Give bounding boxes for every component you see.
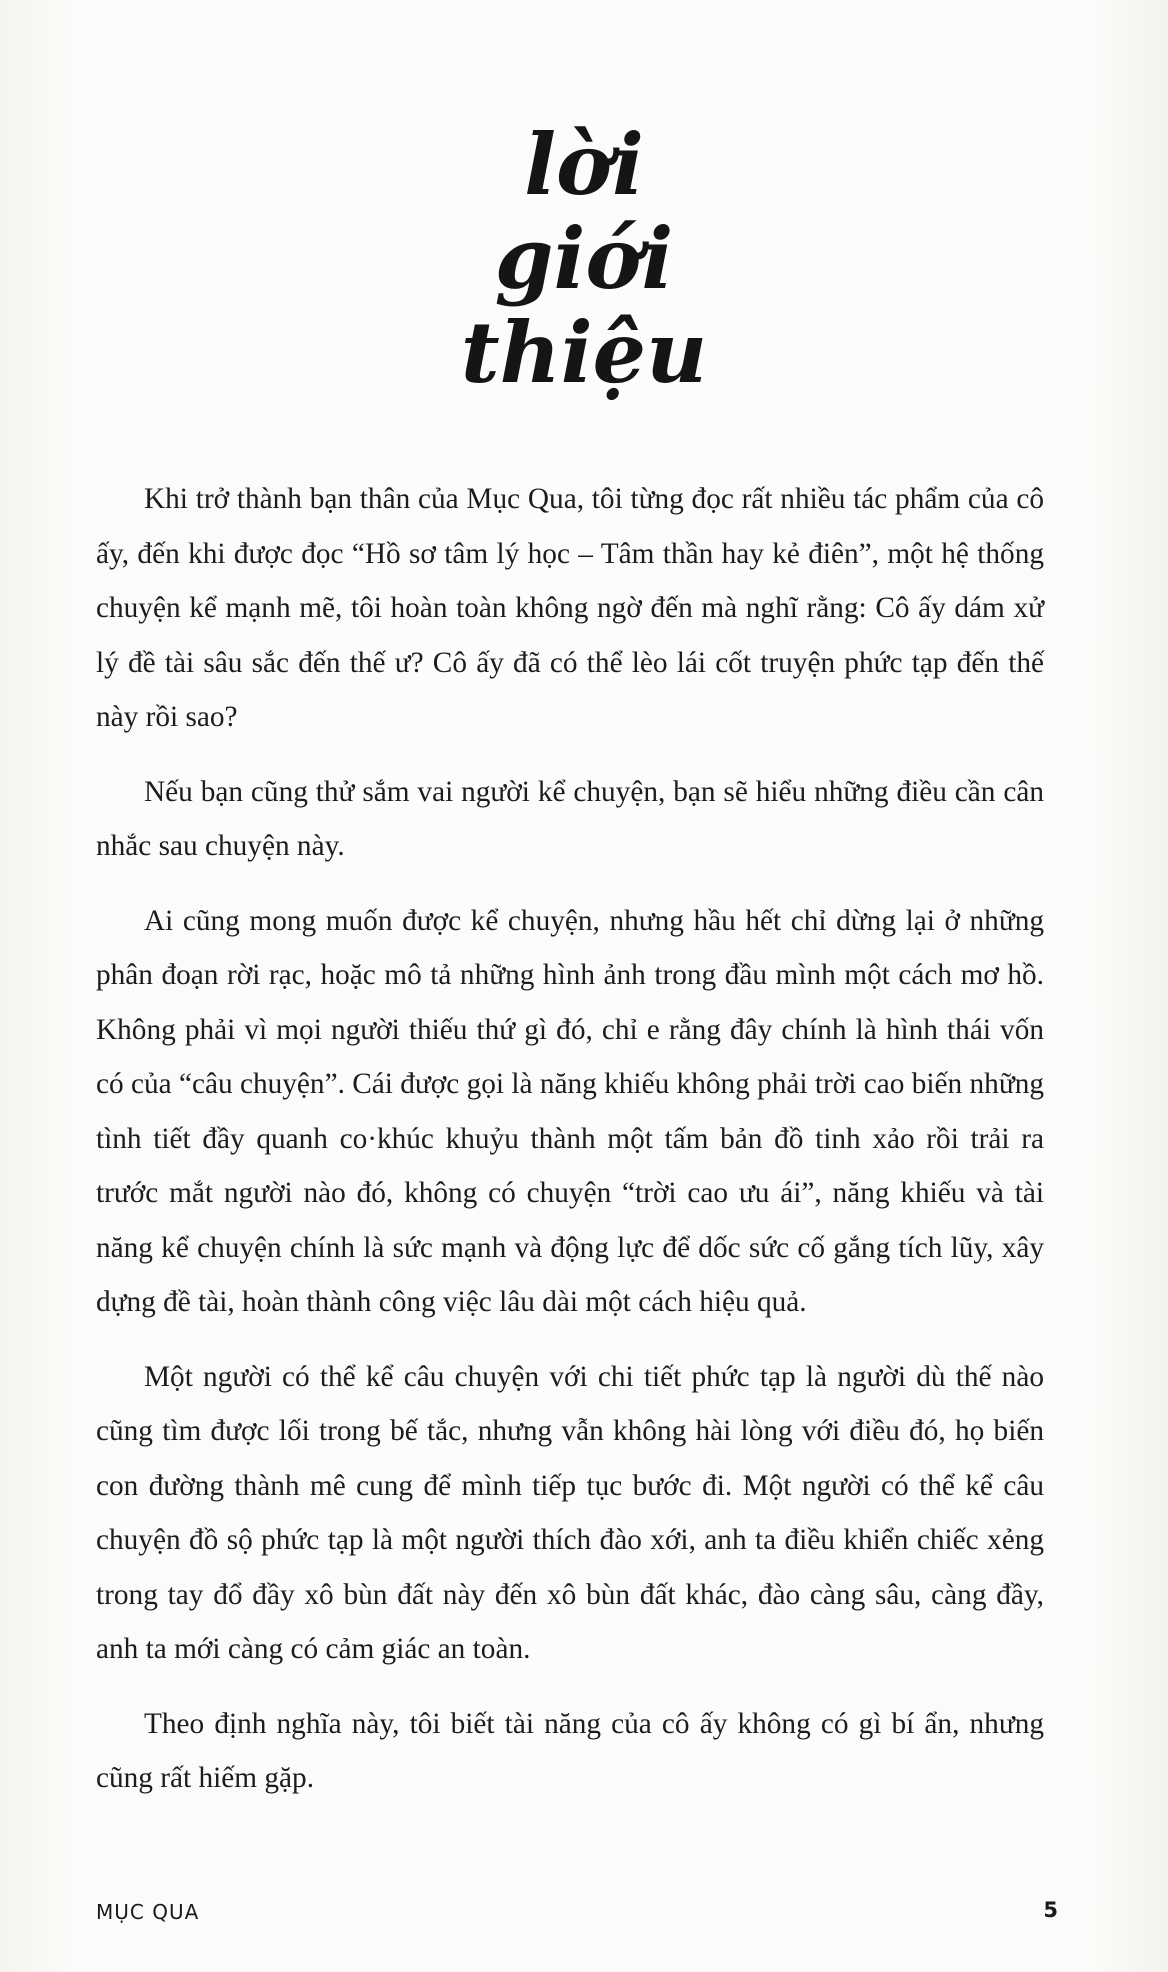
title-line-1: lời bbox=[524, 115, 644, 214]
paragraph-4: Một người có thể kể câu chuyện với chi tiết phức tạp là người dù thế nào cũng tìm được lối trong bế tắc, nhưng vẫn không hài lòng với điều đó, họ biến con đường thành mê cung để mình tiếp tục bước đi. Một người có thể kể câu chuyện đồ sộ phức tạp là một người thích đào xới, anh ta điều khiển chiếc xẻng trong tay đổ đầy xô bùn đất này đến xô bùn đất khác, đào càng sâu, càng đầy, anh ta mới càng có cảm giác an toàn. bbox=[96, 1360, 1044, 1665]
title-line-3: thiệu bbox=[460, 303, 708, 402]
paragraph-1: Khi trở thành bạn thân của Mục Qua, tôi từng đọc rất nhiều tác phẩm của cô ấy, đến khi được đọc “Hồ sơ tâm lý học – Tâm thần hay kẻ điên”, một hệ thống chuyện kể mạnh mẽ, tôi hoàn toàn không ngờ đến mà nghĩ rằng: Cô ấy dám xử lý đề tài sâu sắc đến thế ư? Cô ấy đã có thể lèo lái cốt truyện phức tạp đến thế này rồi sao? bbox=[96, 483, 1044, 733]
paragraph-3: Ai cũng mong muốn được kể chuyện, nhưng hầu hết chỉ dừng lại ở những phân đoạn rời rạc, hoặc mô tả những hình ảnh trong đầu mình một cách mơ hồ. Không phải vì mọi người thiếu thứ gì đó, chỉ e rằng đây chính là hình thái vốn có của “câu chuyện”. Cái được gọi là năng khiếu không phải trời cao biến những tình tiết đầy quanh co·khúc khuỷu thành một tấm bản đồ tinh xảo rồi trải ra trước mắt người nào đó, không có chuyện “trời cao ưu ái”, năng khiếu và tài năng kể chuyện chính là sức mạnh và động lực để dốc sức cố gắng tích lũy, xây dựng đề tài, hoàn thành công việc lâu dài một cách hiệu quả. bbox=[96, 904, 1044, 1318]
footer-author: MỤC QUA bbox=[96, 1900, 200, 1924]
page-number: 5 bbox=[1043, 1898, 1058, 1922]
paragraph-2: Nếu bạn cũng thử sắm vai người kể chuyện, bạn sẽ hiểu những điều cần cân nhắc sau chuyện này. bbox=[96, 775, 1044, 862]
title-line-2: giới bbox=[494, 209, 674, 308]
chapter-title bbox=[0, 115, 1168, 402]
body-text bbox=[96, 472, 1044, 1826]
paragraph-5: Theo định nghĩa này, tôi biết tài năng của cô ấy không có gì bí ẩn, nhưng cũng rất hiếm gặp. bbox=[96, 1707, 1044, 1794]
